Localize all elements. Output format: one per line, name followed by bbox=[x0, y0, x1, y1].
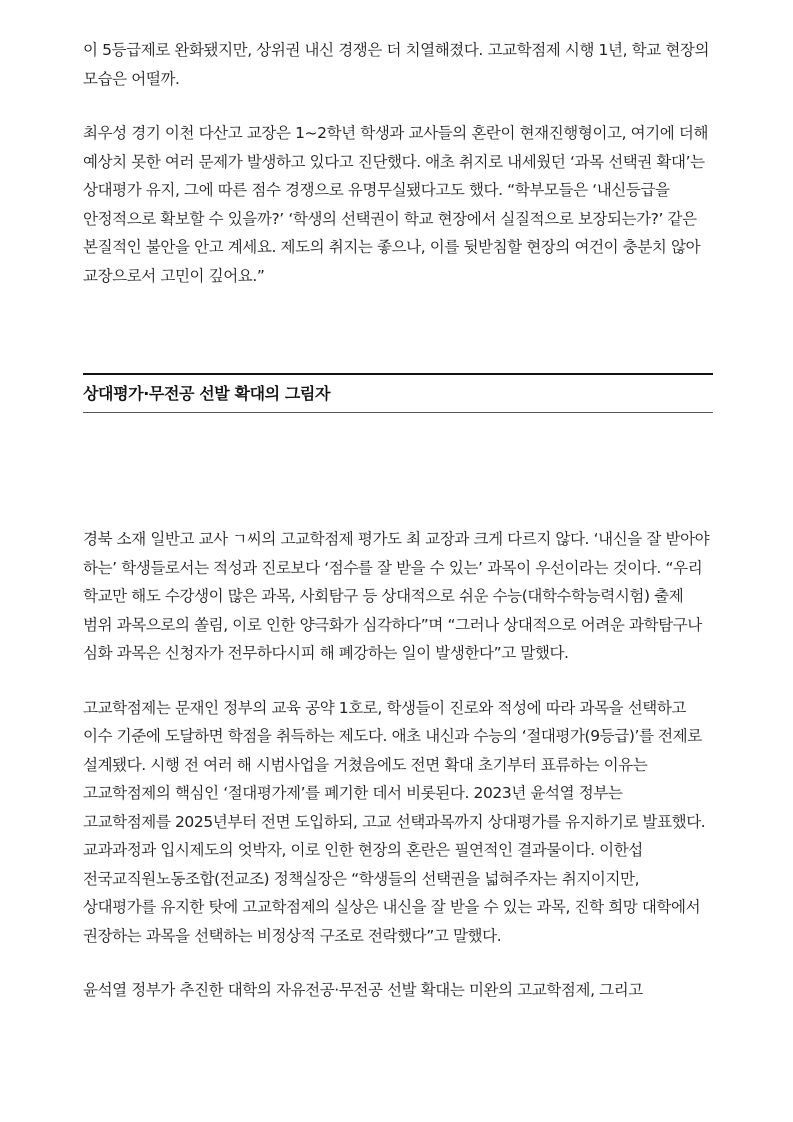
article-body bbox=[83, 36, 713, 1005]
paragraph-gap bbox=[83, 668, 713, 694]
article-paragraph: 최우성 경기 이천 다산고 교장은 1~2학년 학생과 교사들의 혼란이 현재진행형이고, 여기에 더해 예상치 못한 여러 문제가 발생하고 있다고 진단했다. 애초 취지로 내세웠던 ‘과목 선택권 확대’는 상대평가 유지, 그에 따른 점수 경쟁으로 유명무실됐다고도 했다. “학부모들은 ‘내신등급을 안정적으로 확보할 수 있을까?’ ‘학생의 선택권이 학교 현장에서 실질적으로 보장되는가?’ 같은 본질적인 불안을 안고 계세요. 제도의 취지는 좋으나, 이를 뒷받침할 현장의 여건이 충분치 않아 교장으로서 고민이 깊어요.” bbox=[83, 124, 709, 285]
article-paragraph: 이 5등급제로 완화됐지만, 상위권 내신 경쟁은 더 치열해졌다. 고교학점제 시행 1년, 학교 현장의 모습은 어떨까. bbox=[83, 41, 710, 88]
section-header bbox=[83, 373, 713, 413]
article-paragraph: 경북 소재 일반고 교사 ㄱ씨의 고교학점제 평가도 최 교장과 크게 다르지 않다. ‘내신을 잘 받아야 하는’ 학생들로서는 적성과 진로보다 ‘점수를 잘 받을 수 있는’ 과목이 우선이라는 것이다. “우리 학교만 해도 수강생이 많은 과목, 사회탐구 등 상대적으로 쉬운 수능(대학수학능력시험) 출제 범위 과목으로의 쏠림, 이로 인한 양극화가 심각하다”며 “그러나 상대적으로 어려운 과학탐구나 심화 과목은 신청자가 전무하다시피 해 폐강하는 일이 발생한다”고 말했다. bbox=[83, 530, 710, 662]
article-paragraph: 윤석열 정부가 추진한 대학의 자유전공·무전공 선발 확대는 미완의 고교학점제, 그리고 bbox=[83, 981, 643, 999]
article-paragraph: 고교학점제는 문재인 정부의 교육 공약 1호로, 학생들이 진로와 적성에 따라 과목을 선택하고 이수 기준에 도달하면 학점을 취득하는 제도다. 애초 내신과 수능의 ‘절대평가(9등급)’를 전제로 설계됐다. 시행 전 여러 해 시범사업을 거쳤음에도 전면 확대 초기부터 표류하는 이유는 고교학점제의 핵심인 ‘절대평가제’를 폐기한 데서 비롯된다. 2023년 윤석열 정부는 고교학점제를 2025년부터 전면 도입하되, 고교 선택과목까지 상대평가를 유지하기로 발표했다. 교과과정과 입시제도의 엇박자, 이로 인한 현장의 혼란은 필연적인 결과물이다. 이한섭 전국교직원노동조합(전교조) 정책실장은 “학생들의 선택권을 넓혀주자는 취지이지만, 상대평가를 유지한 탓에 고교학점제의 실상은 내신을 잘 받을 수 있는 과목, 진학 희망 대학에서 권장하는 과목을 선택하는 비정상적 구조로 전락했다”고 말했다. bbox=[83, 698, 706, 945]
section-title: 상대평가·무전공 선발 확대의 그림자 bbox=[83, 384, 331, 403]
section-gap bbox=[83, 413, 713, 525]
paragraph-gap bbox=[83, 950, 713, 976]
paragraph-gap bbox=[83, 93, 713, 119]
